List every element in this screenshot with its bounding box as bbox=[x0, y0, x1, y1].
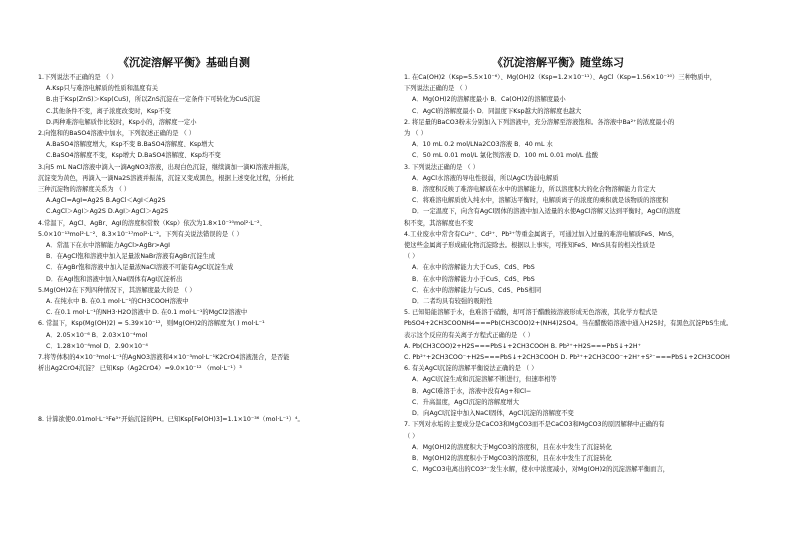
right-line: C．AgCl的溶解度最小 D．同温度下Ksp越大的溶解度也越大 bbox=[412, 107, 582, 115]
right-line: C．MgCO3电离出的CO3²⁻发生水解，使水中浓度减小，对Mg(OH)2的沉淀溶解平衡而言， bbox=[412, 466, 670, 474]
right-line: A．AgCl沉淀生成和沉淀溶解不断进行，但速率相等 bbox=[412, 376, 557, 384]
right-line: 7. 下列对水垢的主要成分是CaCO3和MgCO3而不是CaCO3和MgCO3的原因解释中正确的有 bbox=[404, 421, 665, 429]
left-line: A.BaSO4溶解度增大，Ksp不变 B.BaSO4溶解度、Ksp增大 bbox=[46, 141, 214, 149]
right-line: 6. 有关AgCl沉淀的溶解平衡说法正确的是 （ ） bbox=[404, 365, 538, 373]
right-line: D．二者均具有较强的吸附性 bbox=[412, 298, 493, 306]
right-title: 《沉淀溶解平衡》随堂练习 bbox=[492, 56, 624, 69]
right-line: 使这些金属离子形成硫化物沉淀除去。根据以上事实，可推知FeS、MnS具有的相关性质是 bbox=[404, 242, 656, 250]
right-line: 1. 在Ca(OH)2（Ksp=5.5×10⁻⁶）、Mg(OH)2（Ksp=1.2×10⁻¹¹）、AgCl（Ksp=1.56×10⁻¹⁰）三种物质中， bbox=[404, 74, 717, 81]
left-line: C.AgCl＞AgI＞Ag2S D.AgI＞AgCl＞Ag2S bbox=[46, 208, 169, 216]
left-line: A. 在纯水中 B. 在0.1 mol·L⁻¹的CH3COOH溶液中 bbox=[46, 298, 189, 306]
left-line: C.其他条件不变，离子浓度改变时，Ksp不变 bbox=[46, 107, 171, 115]
right-line: 为 （ ） bbox=[404, 130, 427, 138]
right-line: 4.工业废水中常含有Cu²⁺、Cd²⁺、Pb²⁺等重金属离子，可通过加入过量的难溶电解质FeS、MnS， bbox=[404, 230, 679, 238]
left-title: 《沉淀溶解平衡》基础自测 bbox=[118, 56, 250, 69]
left-line: C.BaSO4溶解度不变，Ksp增大 D.BaSO4溶解度、Ksp均不变 bbox=[46, 152, 221, 160]
left-line: A．2.05×10⁻⁶ B．2.03×10⁻⁴mol bbox=[46, 331, 148, 339]
left-line: 析出Ag2CrO4沉淀？ 已知Ksp（Ag2CrO4）=9.0×10⁻¹² （mol·L⁻¹）³ bbox=[38, 365, 242, 373]
left-question-8: 8. 计算欲使0.01mol·L⁻¹Fe³⁺开始沉淀的PH。已知Ksp[Fe(OH)3]=1.1×10⁻³⁶（mol·L⁻¹）⁴。 bbox=[38, 416, 304, 424]
right-line: A．10 mL 0.2 mol/LNa2CO3溶液 B．40 mL 水 bbox=[412, 141, 553, 149]
left-line: A．常温下在水中溶解能力AgCl>AgBr>AgI bbox=[46, 242, 170, 250]
right-line: D．向AgCl沉淀中加入NaCl固体，AgCl沉淀的溶解度不变 bbox=[412, 410, 574, 418]
right-line: C．将难溶电解质放入纯水中，溶解达平衡时，电解质离子的浓度的乘积就是该物质的溶度积 bbox=[412, 197, 669, 205]
right-line: B．溶度积反映了难溶电解质在水中的溶解能力，所以溶度积大的化合物溶解能力肯定大 bbox=[412, 186, 656, 194]
left-line: 5.Mg(OH)2在下列四种情况下，其溶解度最大的是 （ ） bbox=[38, 286, 196, 294]
left-line: 沉淀变为黄色，再滴入一滴Na2S溶液并振荡，沉淀又变成黑色，根据上述变化过程，分析此 bbox=[38, 174, 294, 182]
right-line: （ ） bbox=[404, 432, 419, 440]
right-line: （ ） bbox=[404, 253, 419, 261]
left-line: 4.常温下，AgCl、AgBr、AgI的溶度积常数（Ksp）依次为1.8×10⁻¹⁰mol²·L⁻²、 bbox=[38, 219, 266, 227]
left-line: C．在AgBr饱和溶液中加入足量浓NaCl溶液不可能有AgCl沉淀生成 bbox=[46, 264, 234, 272]
right-line: A．AgCl水溶液的导电性很弱，所以AgCl为弱电解质 bbox=[412, 174, 559, 182]
right-column bbox=[404, 72, 766, 475]
right-line: C．50 mL 0.01 mol/L 氯化钡溶液 D．100 mL 0.01 mol/L 盐酸 bbox=[412, 152, 599, 160]
left-line: C. 在0.1 mol·L⁻¹的NH3·H2O溶液中 D. 在0.1 mol·L⁻¹的MgCl2溶液中 bbox=[46, 309, 248, 317]
left-line: 3.向5 mL NaCl溶液中滴入一滴AgNO3溶液，出现白色沉淀，继续滴加一滴KI溶液并振荡， bbox=[38, 163, 294, 171]
left-line: 6. 常温下，Ksp(Mg(OH)2) = 5.39×10⁻¹²，则Mg(OH)2的溶解度为( ) mol·L⁻¹ bbox=[38, 320, 265, 328]
right-line: A．在水中的溶解能力大于CuS、CdS、PbS bbox=[412, 264, 535, 272]
right-line: 表示这个反应的有关离子方程式正确的是 （ ） bbox=[404, 331, 534, 339]
right-line: 3. 下列说法正确的是 （ ） bbox=[404, 163, 479, 171]
left-line: A.Ksp只与难溶电解质的性质和温度有关 bbox=[46, 85, 159, 93]
left-line: C．1.28×10⁻⁴mol D．2.90×10⁻⁴ bbox=[46, 342, 148, 350]
right-line: A. Pb(CH3COO)2+H2S===PbS↓+2CH3COOH B. Pb²⁺+H2S===PbS↓+2H⁺ bbox=[404, 342, 641, 350]
right-line: B．在水中的溶解能力小于CuS、CdS、PbS bbox=[412, 275, 535, 283]
left-line: 5.0×10⁻¹³mol²·L⁻²、8.3×10⁻¹⁷mol²·L⁻²。下列有关说法错误的是（ ） bbox=[38, 230, 243, 238]
left-line: 三种沉淀物的溶解度关系为 （ ） bbox=[38, 186, 131, 194]
right-line: B．Mg(OH)2的溶度积小于MgCO3的溶度积，且在水中发生了沉淀转化 bbox=[412, 454, 612, 462]
left-line: 1.下列说法不正确的是 （ ） bbox=[38, 74, 118, 81]
left-line: B.由于Ksp(ZnS)＞Ksp(CuS)，所以ZnS沉淀在一定条件下可转化为CuS沉淀 bbox=[46, 96, 261, 104]
right-line: 积不变，其溶解度也不变 bbox=[404, 219, 474, 227]
right-line: 下列说法正确的是 （ ） bbox=[404, 85, 471, 93]
right-line: C. Pb²⁺+2CH3COO⁻+H2S===PbS↓+2CH3COOH D. Pb²⁺+2CH3COO⁻+2H⁺+S²⁻===PbS↓+2CH3COOH bbox=[404, 354, 730, 362]
right-line: A．Mg(OH)2的溶度积大于MgCO3的溶度积，且在水中发生了沉淀转化 bbox=[412, 443, 612, 451]
left-line: 2.向饱和的BaSO4溶液中加水，下列叙述正确的是 （ ） bbox=[38, 130, 196, 138]
left-line: 7.将等体积的4×10⁻³mol·L⁻¹的AgNO3溶液和4×10⁻³mol·L⁻¹K2CrO4溶液混合，是否能 bbox=[38, 354, 290, 362]
right-line: 2. 将足量的BaCO3粉末分别加入下列溶液中，充分溶解至溶液饱和。各溶液中Ba²⁺的浓度最小的 bbox=[404, 118, 675, 126]
right-line: PbSO4+2CH3COONH4===Pb(CH3COO)2+(NH4)2SO4。当在醋酸铅溶液中通入H2S时，有黑色沉淀PbS生成。 bbox=[404, 320, 733, 328]
left-line: B．在AgCl饱和溶液中加入足量浓NaBr溶液有AgBr沉淀生成 bbox=[46, 253, 216, 261]
right-line: C．升高温度，AgCl沉淀的溶解度增大 bbox=[412, 398, 520, 406]
left-column bbox=[38, 72, 380, 426]
left-line: A.AgCl=AgI=Ag2S B.AgCl＜AgI＜Ag2S bbox=[46, 197, 166, 205]
right-line: A．Mg(OH)2的溶解度最小 B．Ca(OH)2的溶解度最小 bbox=[412, 96, 566, 104]
right-line: 5. 已知铅能溶解于水，也难溶于硝酸，却可溶于醋酸铵溶液形成无色溶液，其化学方程式是 bbox=[404, 309, 658, 317]
left-line: D．在AgI饱和溶液中加入NaI固体有AgI沉淀析出 bbox=[46, 275, 183, 283]
left-line: D.两种难溶电解质作比较时，Ksp小的，溶解度一定小 bbox=[46, 118, 197, 126]
right-line: B．AgCl难溶于水，溶液中没有Ag+和Cl− bbox=[412, 387, 532, 395]
right-line: C．在水中的溶解能力与CuS、CdS、PbS相同 bbox=[412, 286, 542, 294]
right-line: D．一定温度下，向含有AgCl固体的溶液中加入适量的水使AgCl溶解又达到平衡时，AgCl的溶度 bbox=[412, 208, 681, 216]
